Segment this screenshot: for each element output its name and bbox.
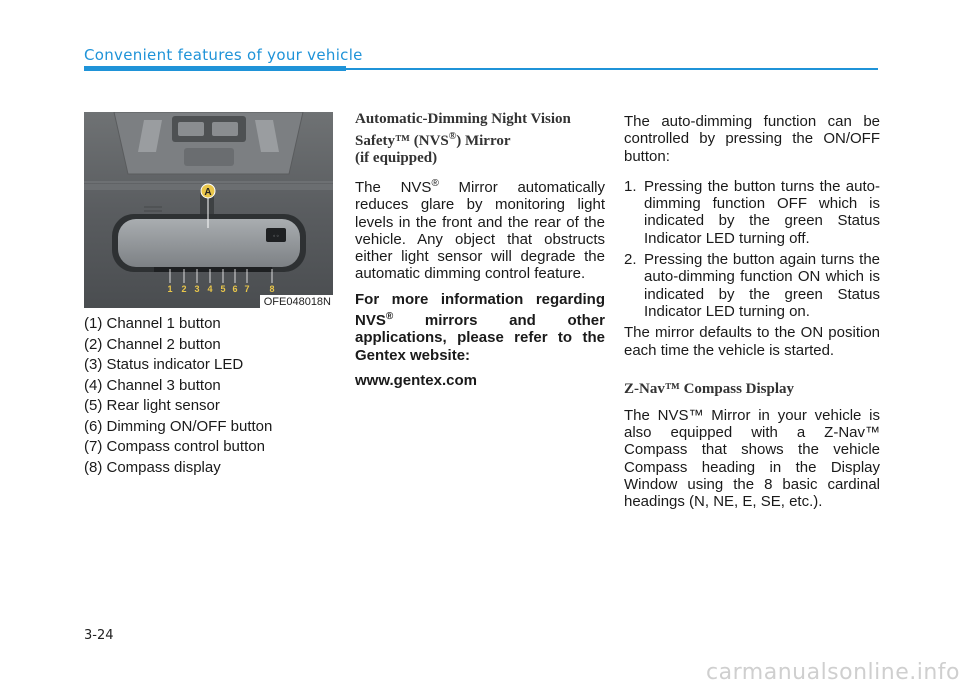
watermark: carmanualsonline.info bbox=[706, 660, 960, 685]
legend-item: (5) Rear light sensor bbox=[84, 397, 220, 414]
button-number-5: 5 bbox=[220, 284, 226, 294]
button-number-2: 2 bbox=[181, 284, 187, 294]
button-number-6: 6 bbox=[232, 284, 238, 294]
gentex-info: For more information regarding NVS® mirrors and other applications, please refer to the Gentex website: bbox=[355, 290, 605, 364]
gentex-website: www.gentex.com bbox=[355, 371, 477, 389]
legend-item: (1) Channel 1 button bbox=[84, 315, 221, 332]
compass-description: The NVS™ Mirror in your vehicle is also equipped with a Z-Nav™ Compass that shows the vehicle Compass heading in the Display Window using the 8 basic cardinal headings (N, NE, E, SE, etc.). bbox=[624, 406, 880, 511]
section-heading-nvs: Automatic-Dimming Night Vision Safety™ (NVS®) Mirror (if equipped) bbox=[355, 111, 571, 166]
header-rule-thick bbox=[84, 66, 346, 71]
legend-item: (6) Dimming ON/OFF button bbox=[84, 417, 273, 435]
svg-text:◦◦: ◦◦ bbox=[272, 233, 280, 240]
mirror-figure bbox=[84, 112, 333, 308]
mirror-default-note: The mirror defaults to the ON position each time the vehicle is started. bbox=[624, 324, 880, 359]
legend-list bbox=[84, 314, 336, 478]
callout-a-label: A bbox=[204, 187, 212, 198]
auto-dimming-intro: The auto-dimming function can be controlled by pressing the ON/OFF button: bbox=[624, 113, 880, 165]
button-number-7: 7 bbox=[244, 284, 250, 294]
page-number: 3-24 bbox=[84, 628, 114, 643]
button-number-3: 3 bbox=[194, 284, 200, 294]
section-heading-compass: Z-Nav™ Compass Display bbox=[624, 380, 795, 397]
figure-code: OFE048018N bbox=[260, 295, 333, 308]
section-header: Convenient features of your vehicle bbox=[84, 46, 363, 64]
column-middle bbox=[355, 111, 605, 397]
legend-item: (2) Channel 2 button bbox=[84, 335, 221, 353]
header-rule-thin bbox=[346, 68, 878, 70]
list-item: 1. Pressing the button turns the auto-dimming function OFF which is indicated by the green Status Indicator LED turning off. bbox=[624, 177, 880, 247]
button-number-1: 1 bbox=[167, 284, 173, 294]
list-item: 2. Pressing the button again turns the auto-dimming function ON which is indicated by the green Status Indicator LED turning on. bbox=[624, 251, 880, 320]
column-right bbox=[624, 113, 880, 519]
button-number-8: 8 bbox=[269, 284, 275, 294]
legend-item: (3) Status indicator LED bbox=[84, 356, 244, 373]
nvs-description: The NVS® Mirror automatically reduces glare by monitoring light levels in the front and the rear of the vehicle. Any object that obstructs either light sensor will degrade the automatic dimming control feature. bbox=[355, 178, 605, 283]
legend-item: (7) Compass control button bbox=[84, 438, 265, 455]
mirror-illustration bbox=[84, 112, 333, 308]
button-number-4: 4 bbox=[207, 284, 213, 294]
legend-item: (8) Compass display bbox=[84, 458, 221, 476]
legend-item: (4) Channel 3 button bbox=[84, 376, 221, 394]
